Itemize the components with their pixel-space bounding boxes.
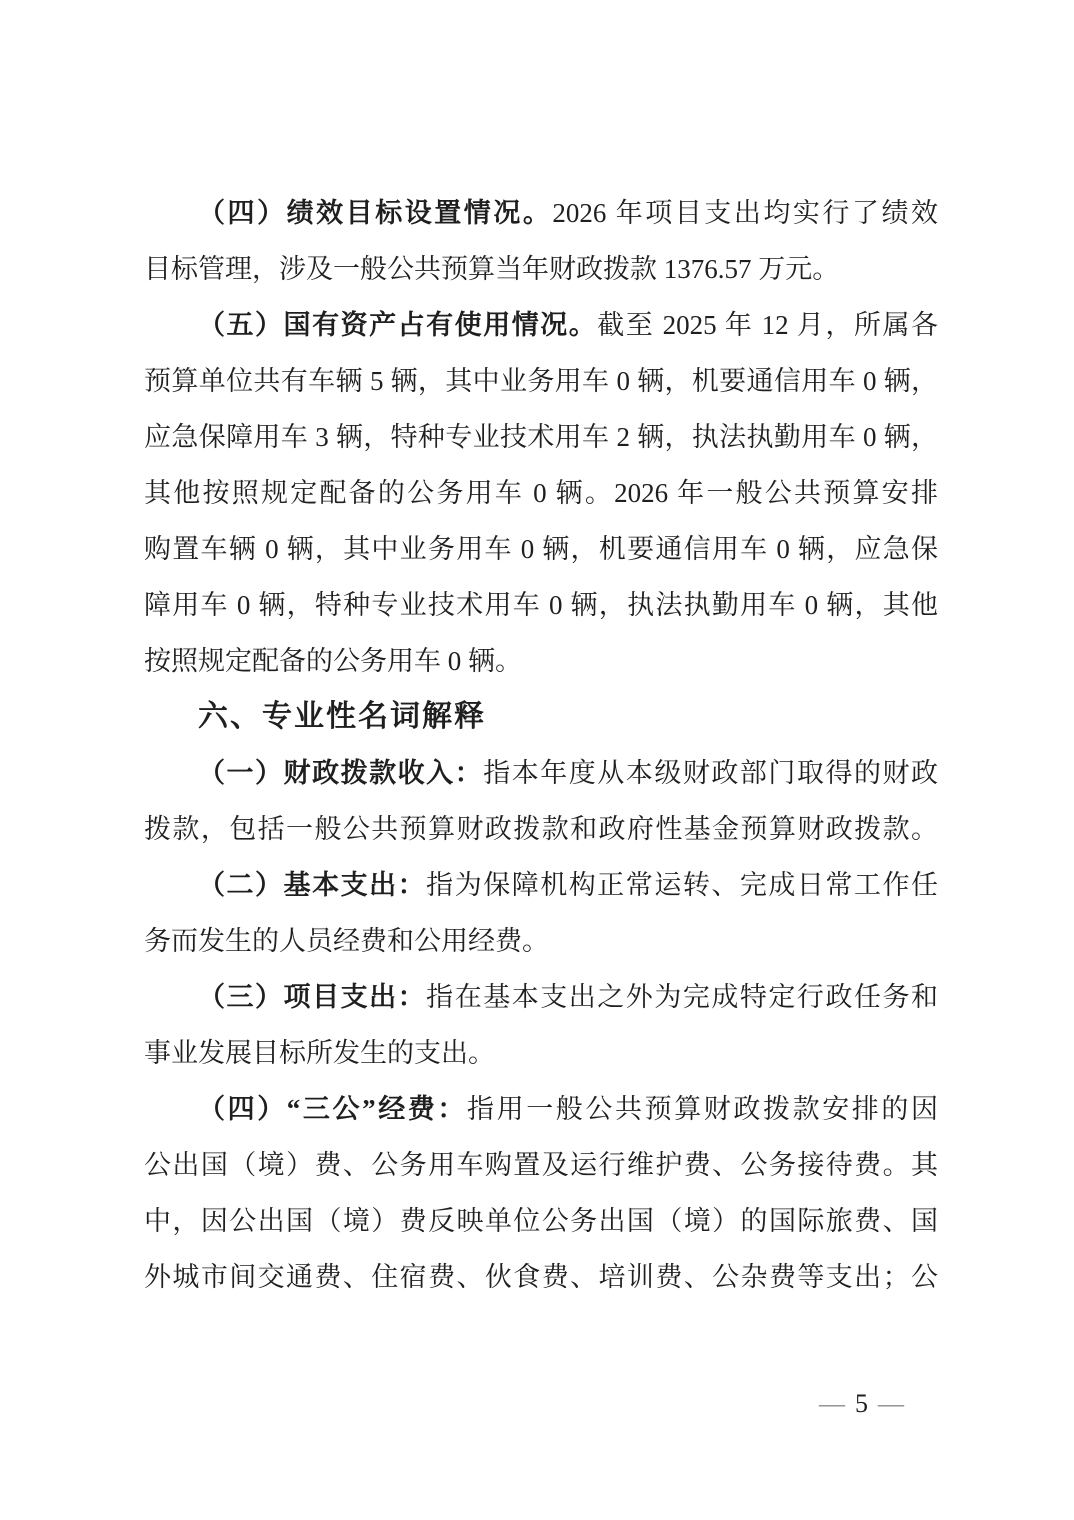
paragraph-line [144,1081,938,1137]
page-number-dash-right: — [878,1389,904,1418]
term-bold: （二）基本支出： [198,870,427,900]
paragraph-line [144,297,938,353]
paragraph-line [144,1193,938,1249]
paragraph-lead-bold: （五）国有资产占有使用情况。 [198,310,598,340]
term-bold: （四）“三公”经费： [198,1094,467,1124]
paragraph-line [144,1137,938,1193]
paragraph-text: 障用车 0 辆，特种专业技术用车 0 辆，执法执勤用车 0 辆，其他 [144,590,938,620]
paragraph-line [144,857,938,913]
paragraph-text: 拨款，包括一般公共预算财政拨款和政府性基金预算财政拨款。 [144,814,938,844]
paragraph-line [144,241,938,297]
paragraph-text: 公出国（境）费、公务用车购置及运行维护费、公务接待费。其 [144,1150,938,1180]
term-bold: （三）项目支出： [198,982,427,1012]
paragraph-text: 预算单位共有车辆 5 辆，其中业务用车 0 辆，机要通信用车 0 辆， [144,366,938,396]
paragraph-text: 应急保障用车 3 辆，特种专业技术用车 2 辆，执法执勤用车 0 辆， [144,422,938,452]
paragraph-line [144,913,938,969]
paragraph-line [144,521,938,577]
paragraph-line [144,633,938,689]
paragraph-text: 2026 年项目支出均实行了绩效 [552,198,938,228]
paragraph-line [144,185,938,241]
paragraph-text: 按照规定配备的公务用车 0 辆。 [144,646,522,676]
paragraph-text: 务而发生的人员经费和公用经费。 [144,926,549,956]
paragraph-text: 事业发展目标所发生的支出。 [144,1038,495,1068]
paragraph-text: 指本年度从本级财政部门取得的财政 [483,758,938,788]
paragraph-line [144,577,938,633]
paragraph-text: 购置车辆 0 辆，其中业务用车 0 辆，机要通信用车 0 辆，应急保 [144,534,938,564]
page-number-value: 5 [855,1389,868,1418]
paragraph-text: 截至 2025 年 12 月，所属各 [597,310,938,340]
term-bold: （一）财政拨款收入： [198,758,484,788]
paragraph-line [144,969,938,1025]
paragraph-text: 指用一般公共预算财政拨款安排的因 [467,1094,938,1124]
document-body [144,185,938,1305]
paragraph-line [144,745,938,801]
paragraph-lead-bold: （四）绩效目标设置情况。 [198,198,553,228]
paragraph-line [144,1025,938,1081]
page-number-dash-left: — [819,1389,845,1418]
page-number [809,1382,914,1426]
paragraph-text: 外城市间交通费、住宿费、伙食费、培训费、公杂费等支出；公 [144,1262,938,1292]
paragraph-text: 指在基本支出之外为完成特定行政任务和 [426,982,938,1012]
paragraph-line [144,465,938,521]
section-heading [144,689,938,745]
paragraph-line [144,801,938,857]
section-heading-text: 六、专业性名词解释 [198,700,486,733]
paragraph-text: 目标管理，涉及一般公共预算当年财政拨款 1376.57 万元。 [144,254,840,284]
paragraph-line [144,409,938,465]
paragraph-text: 指为保障机构正常运转、完成日常工作任 [426,870,938,900]
paragraph-line [144,1249,938,1305]
paragraph-text: 中，因公出国（境）费反映单位公务出国（境）的国际旅费、国 [144,1206,938,1236]
paragraph-text: 其他按照规定配备的公务用车 0 辆。2026 年一般公共预算安排 [144,478,938,508]
paragraph-line [144,353,938,409]
